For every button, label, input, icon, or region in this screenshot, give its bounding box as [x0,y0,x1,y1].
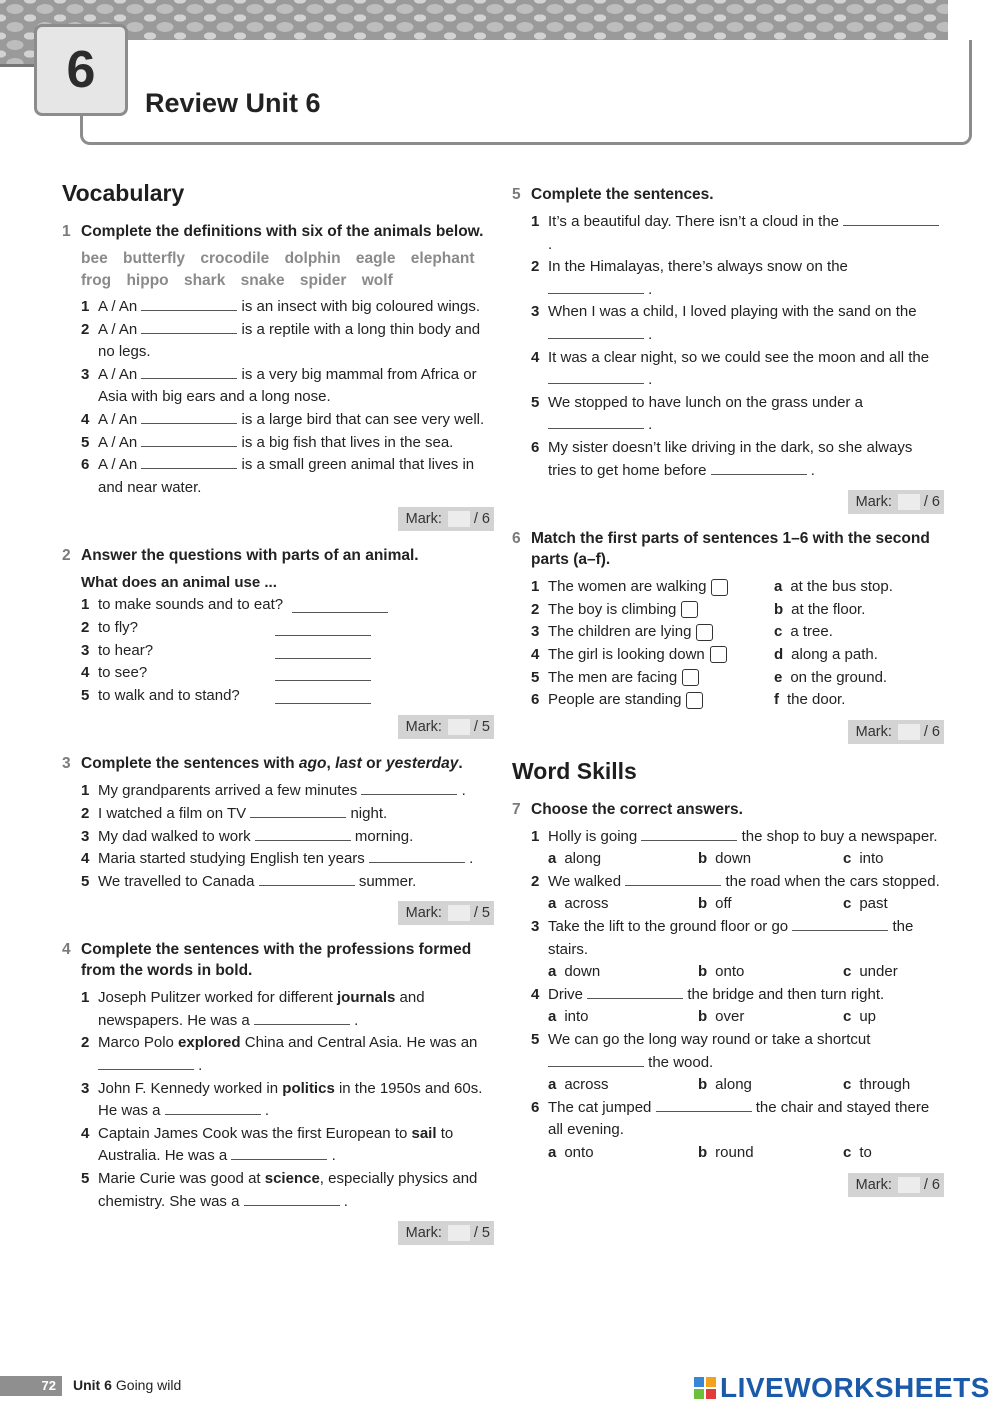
answer-blank[interactable] [244,1191,340,1206]
answer-blank[interactable] [275,644,371,659]
list-item: 4 Drive the bridge and then turn right. [531,985,885,1003]
answer-checkbox[interactable] [682,669,699,686]
answer-blank[interactable] [254,1010,350,1025]
answer-blank[interactable] [711,460,807,475]
mark-row [62,507,494,531]
answer-blank[interactable] [641,826,737,841]
exercise-3-items [62,780,494,893]
match-list [512,576,944,712]
list-item: 3 to hear? [62,640,494,663]
footer-unit-label: Unit 6 Going wild [73,1377,182,1393]
list-item: 5 We can go the long way round or take a shortcut the wood. [531,1031,871,1071]
mark-row [62,1221,494,1245]
answer-blank[interactable] [141,409,237,424]
answer-blank[interactable] [548,1052,644,1067]
option-b[interactable]: b onto [698,963,745,981]
mark-box: Mark: / 6 [848,1173,944,1197]
list-item: 1 Joseph Pulitzer worked for different journals and newspapers. He was a . [81,989,425,1029]
options-row [512,1006,944,1029]
answer-blank[interactable] [275,666,371,681]
mark-input[interactable] [898,724,920,740]
match-row: 5 The men are facing e on the ground. [531,668,888,686]
list-item: 4 It was a clear night, so we could see the moon and all the . [531,348,930,389]
answer-checkbox[interactable] [711,579,728,596]
answer-blank[interactable] [141,319,237,334]
answer-blank[interactable] [141,364,237,379]
right-column [512,180,944,1211]
list-item: 3 When I was a child, I loved playing with the sand on the . [531,303,917,343]
list-item: 6 My sister doesn’t like driving in the dark, so she always tries to get home before . [531,438,913,479]
option-c[interactable]: c under [843,963,898,981]
option-a[interactable]: a along [548,850,602,868]
mark-box: Mark: / 5 [398,1221,494,1245]
answer-blank[interactable] [656,1097,752,1112]
word-bank-item: hippo [126,272,169,289]
answer-blank[interactable] [275,689,371,704]
list-item: 3 My dad walked to work morning. [81,827,414,845]
match-row: 3 The children are lying c a tree. [531,623,833,641]
options-row [512,961,944,984]
option-b[interactable]: b over [698,1008,745,1026]
mark-row [512,490,944,514]
mark-row [512,720,944,744]
word-bank-item: butterfly [123,250,186,267]
page-title: Review Unit 6 [145,88,321,118]
list-item: 4 to see? [62,662,494,685]
list-item: 1 to make sounds and to eat? [62,594,494,617]
exercise-6-instruction: 6 Match the first parts of sentences 1–6 with the second parts (a–f). [512,530,930,569]
answer-blank[interactable] [369,848,465,863]
list-item: 1 It’s a beautiful day. There isn’t a cloud in the . [512,211,944,256]
mark-input[interactable] [898,1177,920,1193]
list-item: 2 to fly? [62,617,494,640]
answer-blank[interactable] [548,324,644,339]
answer-blank[interactable] [165,1100,261,1115]
options-row [512,893,944,916]
list-item: 3 Take the lift to the ground floor or go the stairs. [531,918,914,958]
list-item: 5 Marie Curie was good at science, especially physics and chemistry. She was a . [81,1170,478,1210]
list-item: 2 In the Himalayas, there’s always snow on the . [531,258,848,298]
word-bank-item: eagle [355,250,396,267]
mark-box: Mark: / 6 [848,490,944,514]
list-item: 1 A / An is an insect with big coloured wings. [81,298,481,315]
mark-input[interactable] [448,719,470,735]
answer-blank[interactable] [231,1145,327,1160]
word-bank-item: dolphin [284,250,341,267]
list-item: 5 We travelled to Canada summer. [81,872,417,890]
option-b[interactable]: b down [698,850,752,868]
unit-number-badge: 6 [34,24,128,116]
brand-icon [694,1377,716,1399]
list-item: 5 A / An is a big fish that lives in the sea. [81,433,454,451]
answer-blank[interactable] [843,211,939,226]
option-c[interactable]: c into [843,850,884,868]
options-row [512,1142,944,1165]
word-bank-item: crocodile [200,250,270,267]
word-bank-item: elephant [410,250,475,267]
word-bank [62,248,494,292]
match-row: 1 The women are walking a at the bus stop. [531,578,893,596]
answer-blank[interactable] [141,432,237,447]
exercise-3-instruction: 3 Complete the sentences with ago, last or yesterday. [62,755,463,773]
answer-blank[interactable] [792,916,888,931]
word-bank-item: frog [81,272,112,289]
match-row: 2 The boy is climbing b at the floor. [531,600,866,618]
answer-blank[interactable] [292,598,388,613]
list-item: 1 Holly is going the shop to buy a newspaper. [531,827,938,845]
exercise-4-instruction: 4 Complete the sentences with the professions formed from the words in bold. [62,941,472,980]
exercise-1-instruction: 1 Complete the definitions with six of the animals below. [62,223,484,240]
answer-blank[interactable] [548,279,644,294]
answer-blank[interactable] [98,1055,194,1070]
answer-blank[interactable] [141,296,237,311]
exercise-2-items [62,594,494,707]
exercise-7-items [512,826,944,849]
mark-input[interactable] [448,1225,470,1241]
list-item: 4 A / An is a large bird that can see very well. [81,410,485,428]
answer-blank[interactable] [259,871,355,886]
option-c[interactable]: c to [843,1144,872,1161]
answer-blank[interactable] [141,454,237,469]
answer-blank[interactable] [548,369,644,384]
word-skills-heading: Word Skills [512,757,637,784]
word-bank-item: bee [81,250,108,267]
option-b[interactable]: b along [698,1076,752,1094]
answer-checkbox[interactable] [686,692,703,709]
match-row: 6 People are standing f the door. [531,691,846,709]
mark-box: Mark: / 6 [398,507,494,531]
exercise-7-instruction: 7 Choose the correct answers. [512,800,743,818]
answer-blank[interactable] [548,414,644,429]
mark-box: Mark: / 5 [398,715,494,739]
option-b[interactable]: b round [698,1144,754,1161]
list-item: 3 John F. Kennedy worked in politics in the 1950s and 60s. He was a . [81,1079,483,1120]
answer-checkbox[interactable] [710,646,727,663]
answer-blank[interactable] [275,621,371,636]
exercise-2 [62,545,494,739]
option-a[interactable]: a into [548,1008,589,1026]
exercise-1 [62,221,494,531]
list-item: 4 Maria started studying English ten years . [81,850,474,868]
exercise-5-instruction: 5 Complete the sentences. [512,186,714,203]
option-c[interactable]: c past [843,895,888,913]
options-row [512,1074,944,1097]
mark-input[interactable] [448,905,470,921]
word-bank-item: snake [240,272,285,289]
exercise-5 [512,184,944,514]
answer-blank[interactable] [361,780,457,795]
match-row: 4 The girl is looking down d along a path. [531,645,878,663]
exercise-6 [512,528,944,744]
list-item: 5 We stopped to have lunch on the grass under a . [531,393,863,434]
list-item: 6 A / An is a small green animal that lives in and near water. [81,456,475,496]
exercise-2-instruction: 2 Answer the questions with parts of an animal. [62,547,419,565]
exercise-2-subhead: What does an animal use ... [81,574,277,592]
vocabulary-heading: Vocabulary [62,180,185,206]
answer-blank[interactable] [250,803,346,818]
exercise-7 [512,799,944,1197]
option-c[interactable]: c through [843,1076,911,1094]
list-item: 2 We walked the road when the cars stopped. [531,872,940,890]
list-item: 1 My grandparents arrived a few minutes . [81,782,466,800]
exercise-4-items [62,987,494,1213]
answer-blank[interactable] [255,826,351,841]
list-item: 2 Marco Polo explored China and Central Asia. He was an . [81,1034,478,1075]
mark-box: Mark: / 5 [398,901,494,925]
mark-input[interactable] [448,511,470,527]
answer-checkbox[interactable] [696,624,713,641]
answer-checkbox[interactable] [681,601,698,618]
option-a[interactable]: a across [548,1076,609,1094]
list-item: 3 A / An is a very big mammal from Africa or Asia with big ears and a long nose. [81,365,477,406]
page-number: 72 [0,1376,62,1396]
liveworksheets-logo [694,1372,990,1404]
option-a[interactable]: a onto [548,1144,594,1161]
mark-row [512,1173,944,1197]
word-bank-item: shark [183,272,226,289]
mark-row [62,901,494,925]
word-bank-item: spider [299,272,347,289]
brand-text: LIVEWORKSHEETS [720,1372,990,1403]
list-item: 5 to walk and to stand? [62,685,494,708]
word-bank-item: wolf [361,272,393,289]
option-a[interactable]: a across [548,895,609,913]
answer-blank[interactable] [625,871,721,886]
options-row [512,848,944,871]
list-item: 4 Captain James Cook was the first European to sail to Australia. He was a . [81,1124,454,1165]
exercise-3 [62,753,494,925]
left-column [62,180,494,1259]
list-item: 2 A / An is a reptile with a long thin body and no legs. [81,320,481,361]
list-item: 2 I watched a film on TV night. [81,804,388,822]
option-a[interactable]: a down [548,963,601,981]
mark-row [62,715,494,739]
option-c[interactable]: c up [843,1008,877,1026]
answer-blank[interactable] [587,984,683,999]
option-b[interactable]: b off [698,895,732,913]
mark-box: Mark: / 6 [848,720,944,744]
mark-input[interactable] [898,494,920,510]
exercise-1-items [62,296,494,499]
exercise-5-items [512,211,944,482]
exercise-4 [62,939,494,1245]
list-item: 6 The cat jumped the chair and stayed there all evening. [531,1098,930,1139]
